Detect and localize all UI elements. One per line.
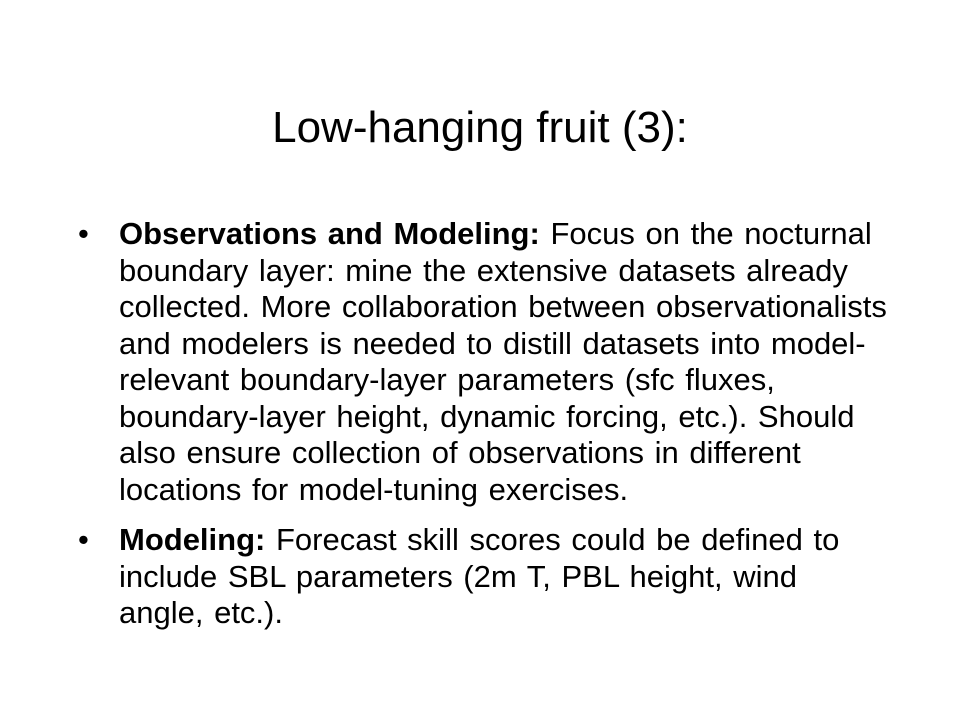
- bullet-lead: Observations and Modeling:: [119, 216, 540, 251]
- bullet-text: Focus on the nocturnal boundary layer: mine the extensive datasets already collected. More collaboration between observationalists and modelers is needed to distill datasets into model-relevant boundary-layer parameters (sfc fluxes, boundary-layer height, dynamic forcing, etc.). Should also ensure collection of observations in different locations for model-tuning exercises.: [119, 216, 887, 507]
- slide-title: Low-hanging fruit (3):: [272, 103, 688, 152]
- bullet-item-observations-modeling: [72, 216, 892, 508]
- bullet-item-modeling: [72, 522, 892, 632]
- bullet-dot-icon: •: [78, 522, 89, 557]
- bullet-lead: Modeling:: [119, 522, 266, 557]
- bullet-text: Forecast skill scores could be defined to include SBL parameters (2m T, PBL height, wind angle, etc.).: [119, 522, 840, 630]
- bullet-dot-icon: •: [78, 216, 89, 251]
- bullet-list: [72, 216, 892, 646]
